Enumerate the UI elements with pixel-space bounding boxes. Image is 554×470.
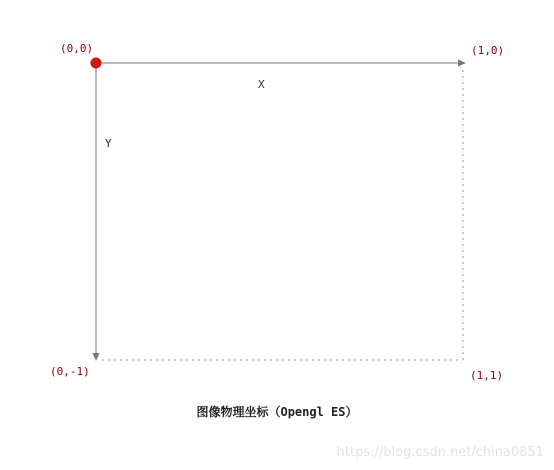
corner-label-bottom-right: (1,1) xyxy=(470,369,504,382)
watermark-text: https://blog.csdn.net/china0851 xyxy=(336,445,544,460)
x-axis-label: X xyxy=(258,78,265,91)
y-axis-arrowhead xyxy=(93,353,100,361)
origin-dot xyxy=(91,58,102,69)
corner-label-top-left: (0,0) xyxy=(60,42,94,55)
diagram-caption: 图像物理坐标（Opengl ES） xyxy=(196,405,358,419)
corner-label-top-right: (1,0) xyxy=(471,44,505,57)
y-axis-label: Y xyxy=(105,137,112,150)
x-axis-arrowhead xyxy=(458,60,466,67)
corner-label-bottom-left: (0,-1) xyxy=(50,365,90,378)
